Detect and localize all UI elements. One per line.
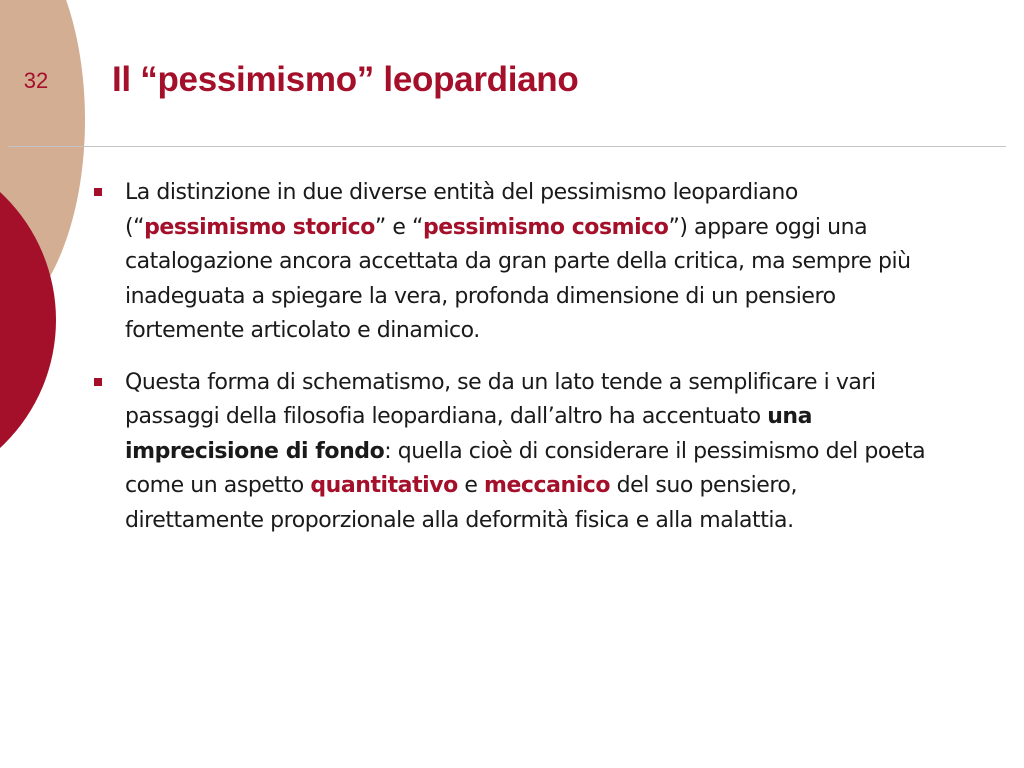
bullet-text: : quella cioè di considerare il pessimismo del poeta come un aspetto — [125, 438, 926, 498]
bold-text: una imprecisione di fondo — [125, 404, 813, 464]
highlight-text: meccanico — [483, 473, 611, 498]
bullet-text: ”) appare oggi una catalogazione ancora accettata da gran parte della critica, ma sempre più inadeguata a spiegare la vera, profonda dimensione di un pensiero fortemente articolato e dinamico. — [125, 214, 911, 343]
title-divider — [8, 146, 1006, 147]
bullet-text: La distinzione in due diverse entità del pessimismo leopardiano (“ — [125, 180, 798, 240]
bullet-item — [92, 176, 932, 349]
bullet-text: del suo pensiero, direttamente proporzionale alla deformità fisica e alla malattia. — [125, 473, 797, 533]
slide-number: 32 — [23, 68, 49, 93]
highlight-text: pessimismo cosmico — [423, 214, 669, 240]
bullet-text: ” e “ — [374, 214, 423, 240]
square-bullet-icon — [94, 378, 102, 386]
highlight-text: pessimismo storico — [144, 214, 375, 240]
slide-title: Il “pessimismo” leopardiano — [112, 60, 579, 99]
square-bullet-icon — [94, 188, 102, 196]
bullet-text: e — [457, 473, 484, 498]
bullet-item — [92, 366, 932, 539]
highlight-text: quantitativo — [310, 473, 458, 498]
bullet-list — [92, 176, 932, 555]
bullet-text: Questa forma di schematismo, se da un lato tende a semplificare i vari passaggi della filosofia leopardiana, dall’altro ha accentuato — [125, 369, 876, 429]
